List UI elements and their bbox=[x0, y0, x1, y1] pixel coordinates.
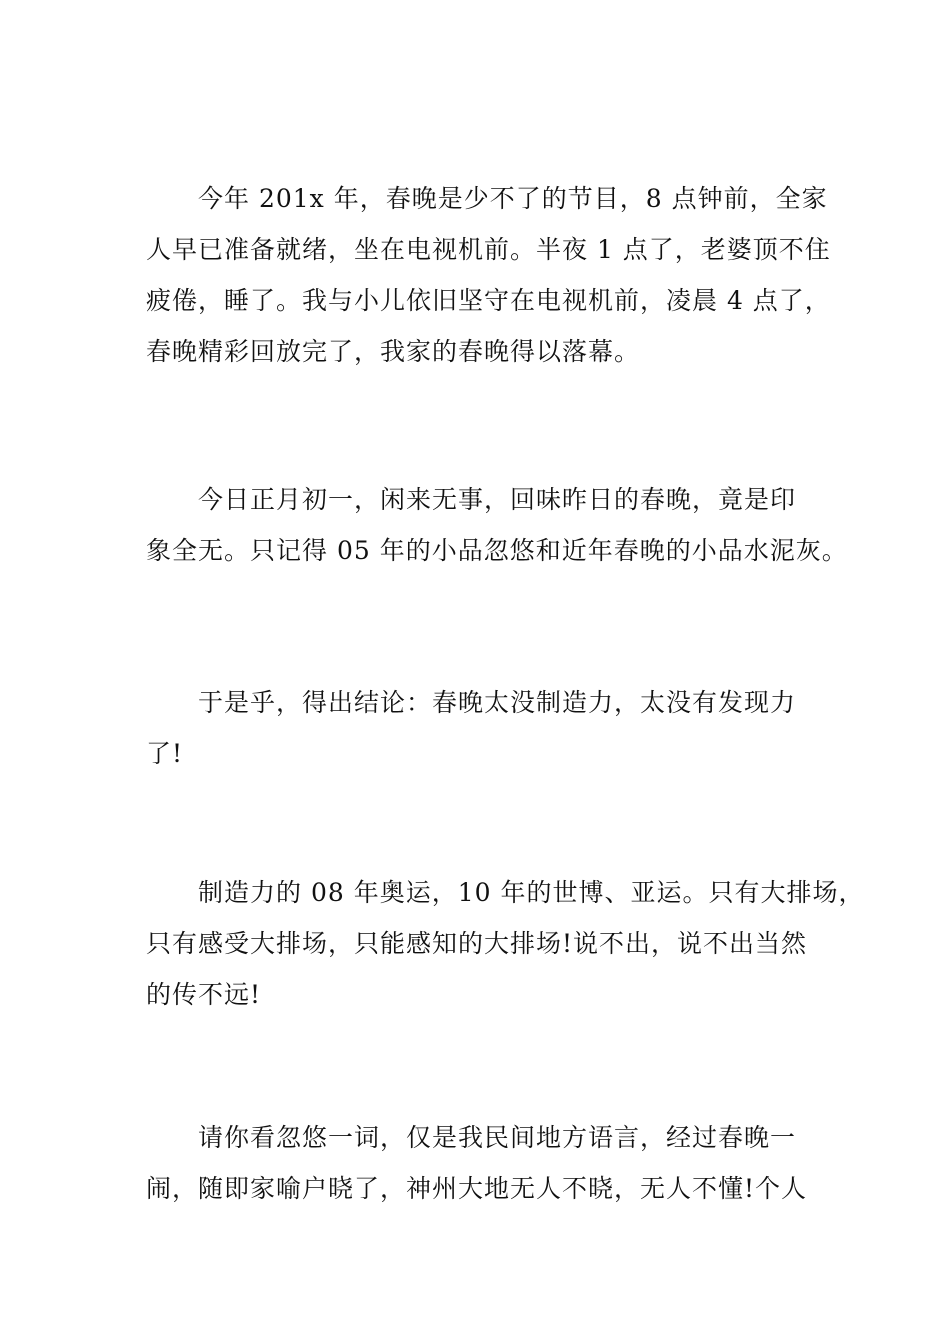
paragraph-line: 制造力的 08 年奥运，10 年的世博、亚运。只有大排场， bbox=[198, 878, 865, 907]
paragraph-line: 象全无。只记得 05 年的小品忽悠和近年春晚的小品水泥灰。 bbox=[146, 536, 848, 565]
paragraph-4 bbox=[146, 867, 865, 1020]
paragraph-line: 于是乎，得出结论：春晚太没制造力，太没有发现力 bbox=[198, 688, 797, 717]
paragraph-line: 今年 201x 年，春晚是少不了的节目，8 点钟前，全家 bbox=[198, 184, 828, 213]
paragraph-line: 的传不远! bbox=[146, 980, 262, 1009]
paragraph-5 bbox=[146, 1112, 816, 1214]
paragraph-line: 了! bbox=[146, 739, 184, 768]
paragraph-line: 只有感受大排场，只能感知的大排场!说不出，说不出当然 bbox=[146, 929, 808, 958]
paragraph-line: 春晚精彩回放完了，我家的春晚得以落幕。 bbox=[146, 337, 641, 366]
paragraph-line: 今日正月初一，闲来无事，回味昨日的春晚，竟是印 bbox=[198, 485, 797, 514]
paragraph-2 bbox=[146, 474, 848, 576]
paragraph-1 bbox=[146, 173, 831, 377]
paragraph-line: 请你看忽悠一词，仅是我民间地方语言，经过春晚一 bbox=[198, 1123, 797, 1152]
paragraph-line: 人早已准备就绪，坐在电视机前。半夜 1 点了，老婆顶不住 bbox=[146, 235, 831, 264]
paragraph-line: 闹，随即家喻户晓了，神州大地无人不晓，无人不懂!个人 bbox=[146, 1174, 808, 1203]
paragraph-3 bbox=[146, 677, 816, 779]
paragraph-line: 疲倦，睡了。我与小儿依旧坚守在电视机前，凌晨 4 点了， bbox=[146, 286, 831, 315]
